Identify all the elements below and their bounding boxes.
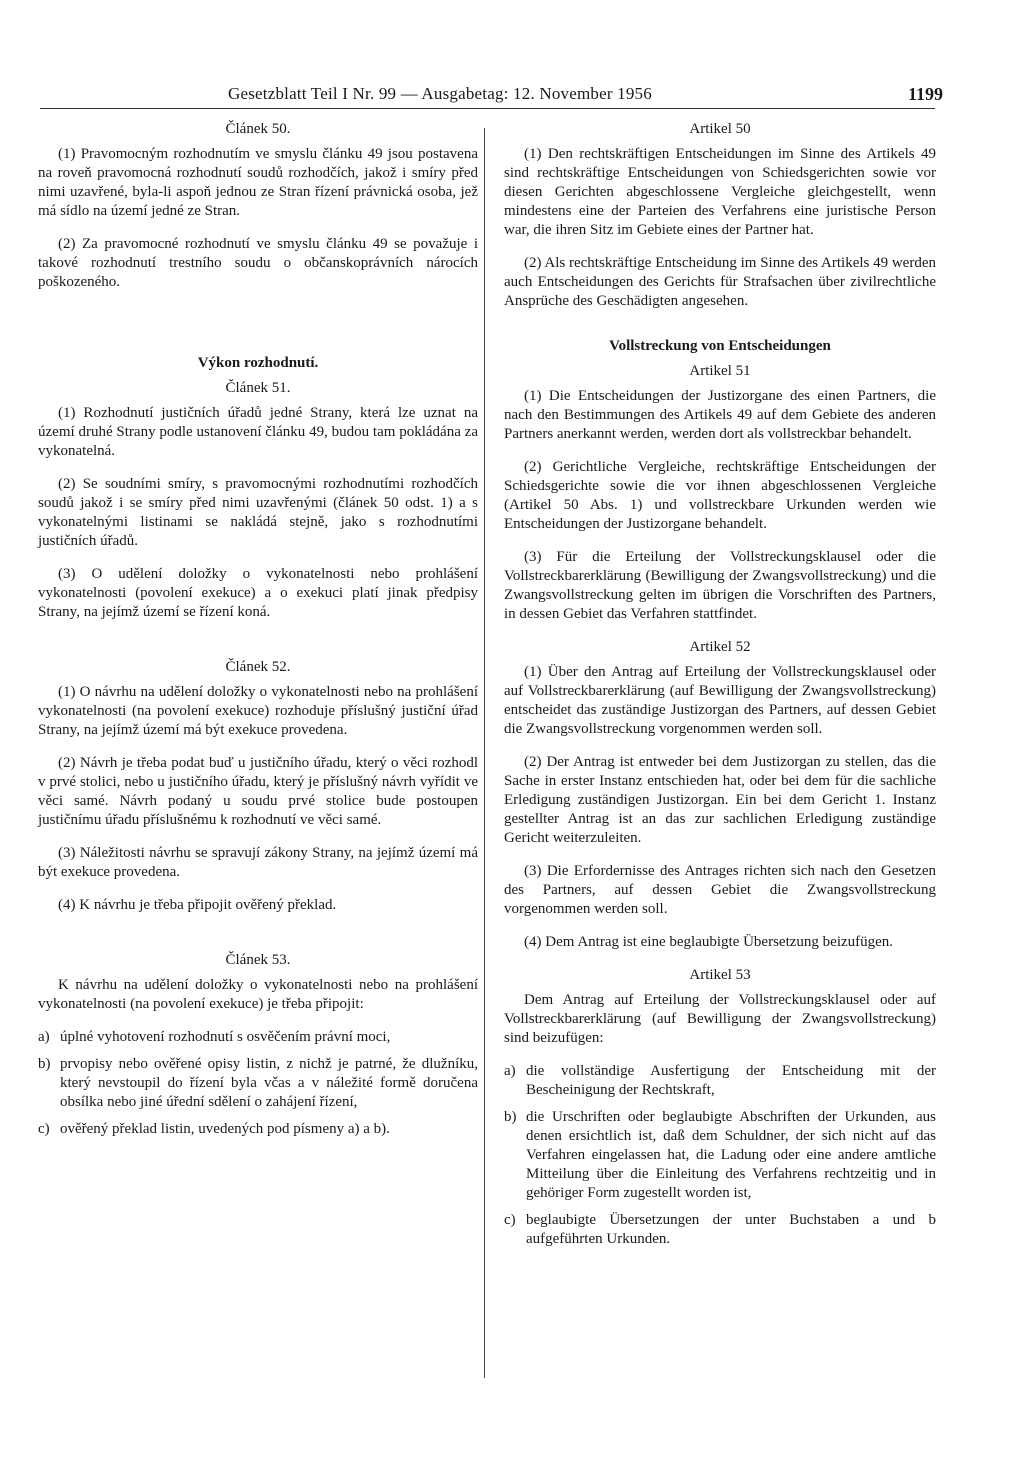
article-51-para-2-de: (2) Gerichtliche Vergleiche, rechtskräftige Entscheidungen der Schiedsgerichte sowie die vor ihnen abgeschlossenen Vergleiche (Artikel 50 Abs. 1) und vollstreckbare Urkunden werden wie Entscheidungen der Justizorgane behandelt. — [504, 459, 936, 532]
item-text: ověřený překlad listin, uvedených pod písmeny a) a b). — [60, 1121, 390, 1137]
article-51-heading-de: Artikel 51 — [689, 363, 751, 379]
article-52-para-2-de: (2) Der Antrag ist entweder bei dem Justizorgan zu stellen, das die Sache in erster Instanz entschieden hat, oder bei dem für die sachliche Erledigung zuständigen Justizorgan. Ein bei dem Gericht 1. Instanz gestellter Antrag ist an das zur sachlichen Erledigung zuständige Gericht weiterzuleiten. — [504, 754, 936, 846]
article-51-heading-cs: Článek 51. — [225, 380, 291, 396]
page-header — [28, 84, 948, 110]
header-rule — [40, 108, 935, 109]
article-51-para-3-cs: (3) O udělení doložky o vykonatelnosti nebo prohlášení vykonatelnosti (povolení exekuce) a o exekuci platí jinak předpisy Strany, na jejímž území se řízení koná. — [38, 566, 478, 620]
article-50-heading-de: Artikel 50 — [689, 121, 751, 137]
article-53-item-de — [504, 1062, 936, 1100]
article-52-heading-cs: Článek 52. — [225, 659, 291, 675]
article-52-para-3-cs: (3) Náležitosti návrhu se spravují zákony Strany, na jejímž území má být exekuce provedena. — [38, 845, 478, 880]
article-51-para-2-cs: (2) Se soudními smíry, s pravomocnými rozhodnutími rozhodčích soudů jakož i se smíry před nimi uzavřenými (článek 50 odst. 1) a s vykonatelnými listinami se nakládá stejně, jako s rozhodnutími justičních úřadů. — [38, 476, 478, 549]
item-marker: c) — [504, 1212, 516, 1228]
article-52-heading-de: Artikel 52 — [689, 639, 751, 655]
article-50-para-1-cs: (1) Pravomocným rozhodnutím ve smyslu článku 49 jsou postavena na roveň pravomocná rozhodnutí soudů rozhodčích, jakož i smíry před nimi uzavřené, byla-li aspoň jednou ze Stran řízení právnická osoba, jež má sídlo na území jedné ze Stran. — [38, 146, 478, 219]
article-53-item-cs — [38, 1055, 478, 1112]
article-52-para-2-cs: (2) Návrh je třeba podat buď u justičního úřadu, který o věci rozhodl v prvé stolici, nebo u justičního úřadu, který je příslušný návrh vyřídit ve věci samé. Návrh podaný u soudu prvé stolice bude postoupen justičnímu úřadu příslušnému k rozhodnutí ve věci samé. — [38, 755, 478, 828]
article-50-para-2-cs: (2) Za pravomocné rozhodnutí ve smyslu článku 49 se považuje i takové rozhodnutí trestního soudu o občanskoprávních nárocích poškozeného. — [38, 236, 478, 290]
czech-column — [38, 120, 478, 1147]
article-53-intro-de: Dem Antrag auf Erteilung der Vollstreckungsklausel oder auf Vollstreckbarerklärung (auf Bewilligung der Zwangsvollstreckung) sind beizufügen: — [504, 992, 936, 1046]
german-column — [504, 120, 936, 1257]
article-53-item-de — [504, 1211, 936, 1249]
article-51-para-3-de: (3) Für die Erteilung der Vollstreckungsklausel oder die Vollstreckbarerklärung (Bewilligung der Zwangsvollstreckung) und die Zwangsvollstreckung gelten im übrigen die Vorschriften des Partners, in dessen Gebiet das Verfahren stattfindet. — [504, 549, 936, 622]
article-51-para-1-de: (1) Die Entscheidungen der Justizorgane des einen Partners, die nach den Bestimmungen des Artikels 49 auf dem Gebiete des anderen Partners anerkannt werden, werden dort als vollstreckbar behandelt. — [504, 388, 936, 442]
item-text: beglaubigte Übersetzungen der unter Buchstaben a und b aufgeführten Urkunden. — [526, 1212, 936, 1247]
article-53-intro-cs: K návrhu na udělení doložky o vykonatelnosti nebo na prohlášení vykonatelnosti (na povolení exekuce) je třeba připojit: — [38, 977, 478, 1012]
article-50-para-2-de: (2) Als rechtskräftige Entscheidung im Sinne des Artikels 49 werden auch Entscheidungen des Gerichts für Strafsachen über zivilrechtliche Ansprüche des Geschädigten angesehen. — [504, 255, 936, 309]
page-number: 1199 — [908, 84, 944, 104]
item-text: prvopisy nebo ověřené opisy listin, z nichž je patrné, že dlužníku, který nevstoupil do řízení byla včas a v náležité formě doručena obsílka nebo jiné úřední sdělení o zahájení řízení, — [60, 1056, 478, 1110]
section-heading-cs: Výkon rozhodnutí. — [197, 355, 319, 371]
article-53-item-cs — [38, 1028, 478, 1047]
article-50-heading-cs: Článek 50. — [225, 121, 291, 137]
item-marker: c) — [38, 1121, 50, 1137]
article-53-item-de — [504, 1108, 936, 1203]
article-53-heading-de: Artikel 53 — [689, 967, 751, 983]
item-marker: a) — [504, 1063, 516, 1079]
article-52-para-4-cs: (4) K návrhu je třeba připojit ověřený překlad. — [58, 897, 337, 913]
item-marker: b) — [504, 1109, 517, 1125]
item-text: die vollständige Ausfertigung der Entscheidung mit der Bescheinigung der Rechtskraft, — [526, 1063, 936, 1098]
column-divider — [484, 128, 485, 1378]
article-53-item-cs — [38, 1120, 478, 1139]
item-text: die Urschriften oder beglaubigte Abschriften der Urkunden, aus denen ersichtlich ist, daß dem Schuldner, der sich nicht auf das Verfahren eingelassen hat, die Ladung oder eine andere amtliche Mitteilung über die Einleitung des Verfahrens rechtzeitig und in gehöriger Form zugestellt worden ist, — [526, 1109, 936, 1201]
article-52-para-1-cs: (1) O návrhu na udělení doložky o vykonatelnosti nebo na prohlášení vykonatelnosti (na povolení exekuce) rozhoduje příslušný justiční úřad Strany, na jejímž území má být exekuce provedena. — [38, 684, 478, 738]
article-50-para-1-de: (1) Den rechtskräftigen Entscheidungen im Sinne des Artikels 49 sind rechtskräftige Entscheidungen von Schiedsgerichten sowie vor diesen Gerichten abgeschlossene Vergleiche gleichgestellt, wenn mindestens eine der Parteien des Verfahrens eine juristische Person war, die ihren Sitz im Gebiete eines der Partner hat. — [504, 146, 936, 238]
item-marker: b) — [38, 1056, 51, 1072]
article-52-para-1-de: (1) Über den Antrag auf Erteilung der Vollstreckungsklausel oder auf Vollstreckbarerklärung (auf Bewilligung der Zwangsvollstreckung) entscheidet das zuständige Justizorgan des Partners, auf dessen Gebiet die Zwangsvollstreckung vorgenommen werden soll. — [504, 664, 936, 737]
article-52-para-4-de: (4) Dem Antrag ist eine beglaubigte Übersetzung beizufügen. — [524, 934, 894, 950]
item-text: úplné vyhotovení rozhodnutí s osvěčením právní moci, — [60, 1029, 391, 1045]
header-title: Gesetzblatt Teil I Nr. 99 — Ausgabetag: 12. November 1956 — [228, 84, 652, 103]
section-heading-de: Vollstreckung von Entscheidungen — [609, 338, 831, 354]
article-53-heading-cs: Článek 53. — [225, 952, 291, 968]
item-marker: a) — [38, 1029, 50, 1045]
article-52-para-3-de: (3) Die Erfordernisse des Antrages richten sich nach den Gesetzen des Partners, auf dessen Gebiet die Zwangsvollstreckung vorgenommen werden soll. — [504, 863, 936, 917]
article-51-para-1-cs: (1) Rozhodnutí justičních úřadů jedné Strany, která lze uznat na území druhé Strany podle ustanovení článku 49, budou tam pokládána za vykonatelná. — [38, 405, 478, 459]
